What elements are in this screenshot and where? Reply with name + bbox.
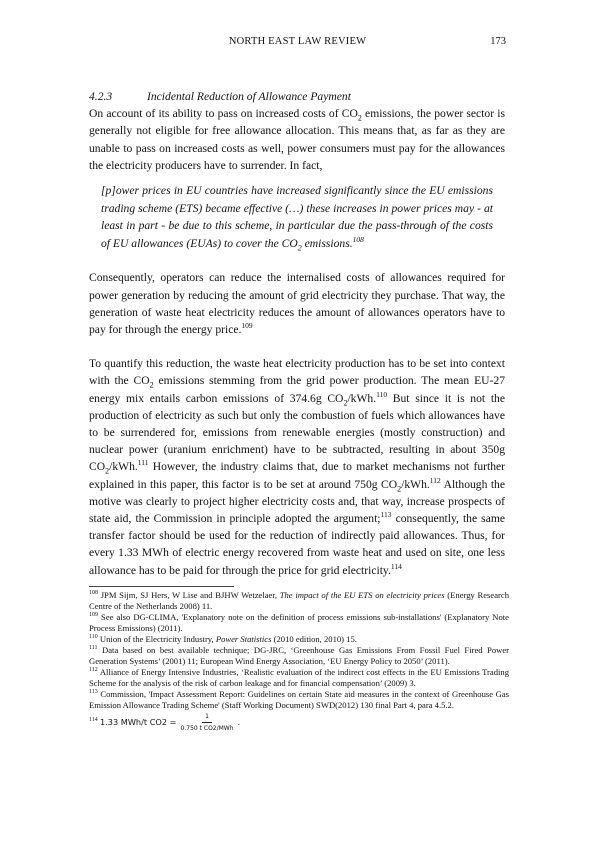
footnote-ref-109[interactable]: 109	[241, 321, 253, 331]
footnote-114: $^{114}$ 1.33 MWh/t CO2 = $\frac{1}{\text{0.750 t CO2/MWh}}$ .	[89, 713, 241, 732]
block-quote: [p]ower prices in EU countries have increased significantly since the EU emissions trading scheme (ETS) became effective (…) these increases in power prices may - at least in part - be due to this scheme, in particular due the pass-through of the costs of EU allowances (EUAs) to cover the $CO_2$ emissions.$^{108}$	[101, 184, 493, 253]
page-number: 173	[490, 36, 506, 47]
footnote-ref-114[interactable]: 114	[390, 561, 402, 571]
main-text	[89, 88, 505, 579]
footnote-ref-111[interactable]: 111	[137, 458, 149, 468]
section-heading	[89, 88, 505, 105]
footnote-ref-113[interactable]: 113	[380, 510, 392, 520]
footnote-109: $^{109}$ See also DG-CLIMA, 'Explanatory note on the definition of process emissions sub-installations' (Explanatory Note Process Emissions) (2011).	[89, 612, 509, 633]
section-title: Incidental Reduction of Allowance Payment	[147, 90, 351, 103]
footnote-divider	[89, 586, 234, 587]
paragraph-1: On account of its ability to pass on increased costs of $CO_2$ emissions, the power sector is generally not eligible for free allowance allocation. This means that, as far as they are unable to pass on increased costs as well, power consumers must pay for the allowances the electricity producers have to surrender. In fact,	[89, 107, 505, 172]
section-number: 4.2.3	[89, 90, 113, 103]
footnote-113: $^{113}$ Commission, 'Impact Assessment Report: Guidelines on certain State aid measures in the context of Greenhouse Gas Emission Allowance Trading Scheme' (Staff Working Document) SWD(2012) 130 final Part 4, para 4.5.2.	[89, 689, 509, 710]
conversion-formula: 1.33 MWh/t CO2 = $\frac{1}{\text{0.750 t CO2/MWh}}$ .	[99, 713, 241, 732]
footnote-ref-108[interactable]: 108	[352, 234, 364, 244]
paragraph-2: Consequently, operators can reduce the internalised costs of allowances required for power generation by reducing the amount of grid electricity they purchase. That way, the generation of waste heat electricity reduces the amount of allowances operators have to pay for through the energy price.$^{109}$	[89, 271, 505, 336]
footnote-111: $^{111}$ Data based on best available technique; DG-JRC, ‘Greenhouse Gas Emissions From Fossil Fuel Fired Power Generation Systems’ (2001) 11; European Wind Energy Association, ‘EU Energy Policy to 2050’ (2011).	[89, 645, 509, 666]
footnote-108: $^{108}$ JPM Sijm, SJ Hers, W Lise and BJHW Wetzelaer, The impact of the EU ETS on electricity prices (Energy Research Centre of the Netherlands 2008) 11.	[89, 590, 510, 611]
paragraph-3: To quantify this reduction, the waste heat electricity production has to be set into context with the $CO_2$ emissions stemming from the grid power production. The mean EU-27 energy mix entails carbon emissions of 374.6g $CO_2/kWh.^{110}$ But since it is not the production of electricity as such but only the combustion of fuels which allowances have to be surrendered for, emissions from renewable energies (mostly construction) and nuclear power (uranium enrichment) have to be subtracted, resulting in about 350g $CO_2/kWh.^{111}$ However, the industry claims that, due to market mechanisms not further explained in this paper, this factor is to be set at around 750g $CO_2/kWh.^{112}$ Although the motive was clearly to project higher electricity costs and, that way, increase prospects of state aid, the Commission in principle adopted the argument;$^{113}$ consequently, the same transfer factor should be used for the reduction of indirectly paid allowances. Thus, for every 1.33 MWh of electric energy recovered from waste heat and used on site, one less allowance has to be paid for through the price for grid electricity.$^{114}$	[89, 357, 506, 577]
formula-fraction: $\frac{1}{\text{0.750 t CO2/MWh}}$	[180, 713, 234, 732]
footnote-112: $^{112}$ Alliance of Energy Intensive Industries, ‘Realistic evaluation of the indirect cost effects in the EU Emissions Trading Scheme for the analysis of the risk of carbon leakage and for financial compensation’ (2009) 3.	[89, 667, 509, 688]
footnotes	[89, 586, 509, 734]
journal-title: NORTH EAST LAW REVIEW	[228, 36, 367, 47]
footnote-ref-112[interactable]: 112	[429, 475, 441, 485]
footnote-110: $^{110}$ Union of the Electricity Industry, Power Statistics (2010 edition, 2010) 15.	[89, 634, 357, 644]
footnote-ref-110[interactable]: 110	[376, 389, 388, 399]
